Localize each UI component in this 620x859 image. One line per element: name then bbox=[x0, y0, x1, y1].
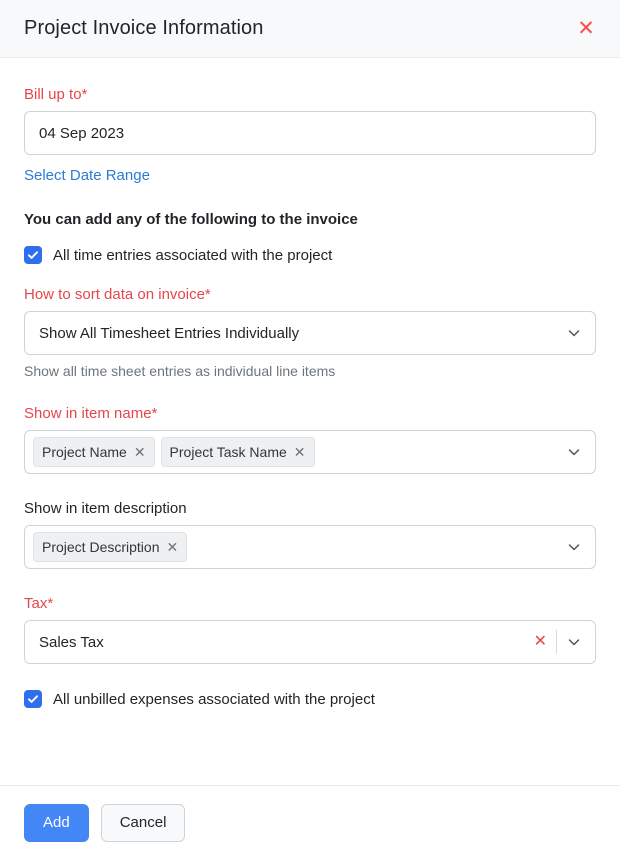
dialog-header bbox=[0, 0, 620, 58]
tax-field bbox=[24, 595, 596, 664]
select-date-range-link[interactable]: Select Date Range bbox=[24, 167, 150, 184]
tag-label: Project Task Name bbox=[169, 444, 287, 460]
checkbox-checked-icon[interactable] bbox=[24, 246, 42, 264]
sort-data-field bbox=[24, 286, 596, 379]
item-name-label: Show in item name* bbox=[24, 405, 158, 422]
dialog-body bbox=[0, 58, 620, 785]
item-name-field bbox=[24, 405, 596, 474]
tag-remove-icon[interactable]: ✕ bbox=[166, 539, 179, 555]
item-description-field bbox=[24, 500, 596, 569]
sort-data-label: How to sort data on invoice* bbox=[24, 286, 211, 303]
chevron-down-icon[interactable] bbox=[567, 445, 581, 459]
tag-item[interactable] bbox=[33, 437, 155, 467]
sort-data-value: Show All Timesheet Entries Individually bbox=[39, 324, 300, 342]
time-entries-checkbox-row[interactable] bbox=[24, 246, 596, 264]
item-description-label: Show in item description bbox=[24, 500, 187, 517]
cancel-button[interactable]: Cancel bbox=[101, 804, 186, 842]
chevron-down-icon[interactable] bbox=[567, 635, 581, 649]
unbilled-expenses-checkbox-row[interactable] bbox=[24, 690, 596, 708]
sort-data-select[interactable] bbox=[24, 311, 596, 355]
bill-up-to-field bbox=[24, 86, 596, 185]
tax-value: Sales Tax bbox=[39, 633, 104, 651]
item-name-select[interactable] bbox=[24, 430, 596, 474]
tax-label: Tax* bbox=[24, 595, 54, 612]
chevron-down-icon[interactable] bbox=[567, 326, 581, 340]
checkbox-checked-icon[interactable] bbox=[24, 690, 42, 708]
item-description-select[interactable] bbox=[24, 525, 596, 569]
tag-remove-icon[interactable]: ✕ bbox=[293, 444, 306, 460]
page-title: Project Invoice Information bbox=[24, 17, 264, 39]
invoice-note: You can add any of the following to the invoice bbox=[24, 211, 358, 228]
chevron-down-icon[interactable] bbox=[567, 540, 581, 554]
tag-item[interactable] bbox=[33, 532, 187, 562]
close-icon[interactable]: ✕ bbox=[572, 15, 600, 43]
tag-item[interactable] bbox=[161, 437, 315, 467]
dialog-footer bbox=[0, 785, 620, 859]
time-entries-checkbox-label: All time entries associated with the project bbox=[53, 246, 333, 264]
add-button[interactable]: Add bbox=[24, 804, 89, 842]
tag-remove-icon[interactable]: ✕ bbox=[133, 444, 146, 460]
tag-label: Project Name bbox=[42, 444, 127, 460]
bill-up-to-label: Bill up to* bbox=[24, 86, 88, 103]
tag-label: Project Description bbox=[42, 539, 160, 555]
select-divider bbox=[556, 630, 557, 654]
bill-up-to-input[interactable] bbox=[24, 111, 596, 155]
unbilled-expenses-checkbox-label: All unbilled expenses associated with the project bbox=[53, 690, 375, 708]
sort-data-hint: Show all time sheet entries as individual line items bbox=[24, 363, 336, 379]
tax-select[interactable] bbox=[24, 620, 596, 664]
clear-icon[interactable]: ✕ bbox=[533, 633, 547, 650]
